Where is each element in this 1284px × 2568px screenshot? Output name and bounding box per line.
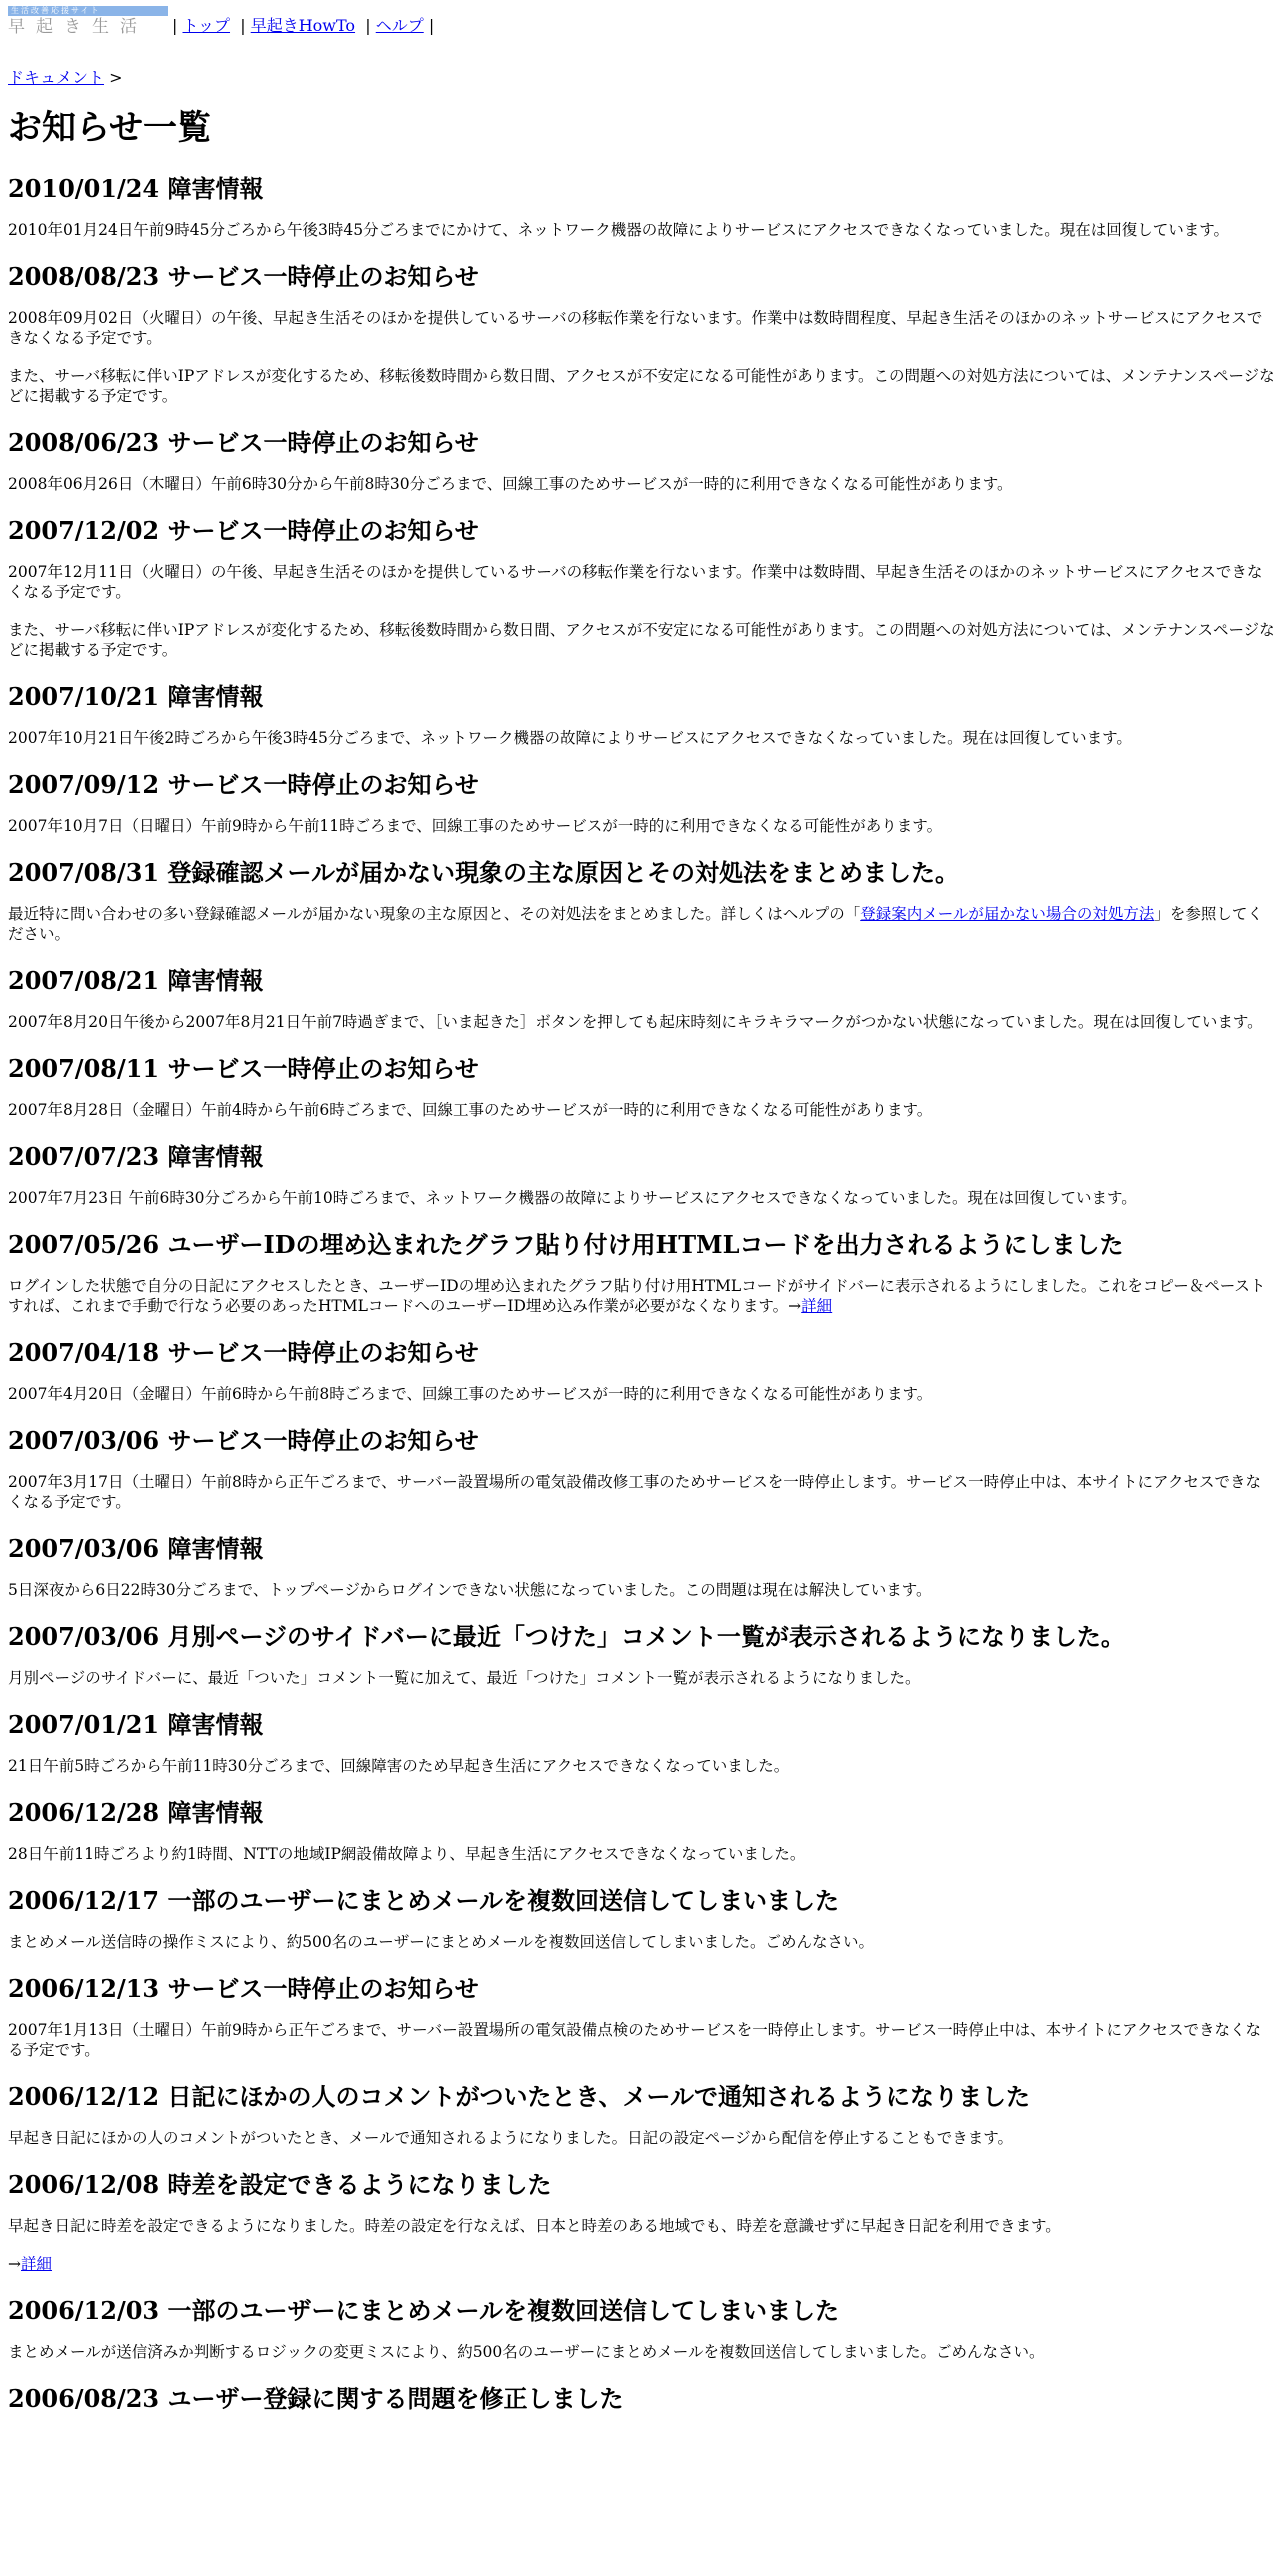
announcement-item [8,262,1276,406]
announcement-item [8,1886,1276,1952]
announcement-title: 2007/12/02 サービス一時停止のお知らせ [8,516,479,545]
announcement-title: 2007/08/21 障害情報 [8,966,264,995]
announcement-text: また、サーバ移転に伴いIPアドレスが変化するため、移転後数時間から数日間、アクセスが不安定になる可能性があります。この問題への対処方法については、メンテナンスページなどに掲載する予定です。 [8,621,1275,659]
announcement-item [8,682,1276,748]
announcement-body [8,1844,1276,1864]
announcement-text: 2007年8月28日（金曜日）午前4時から午前6時ごろまで、回線工事のためサービスが一時的に利用できなくなる可能性があります。 [8,1101,933,1119]
breadcrumb-documents-link[interactable]: ドキュメント [8,68,105,87]
global-nav: | トップ | 早起きHowTo | ヘルプ | [172,16,435,35]
announcement-item [8,1710,1276,1776]
announcement-title: 2007/03/06 障害情報 [8,1534,264,1563]
announcement-title: 2006/12/12 日記にほかの人のコメントがついたとき、メールで通知されるようになりました [8,2082,1031,2111]
announcement-title: 2007/07/23 障害情報 [8,1142,264,1171]
announcement-link[interactable]: 詳細 [801,1297,833,1315]
announcement-title: 2007/08/31 登録確認メールが届かない現象の主な原因とその対処法をまとめました。 [8,858,959,887]
announcement-body [8,1932,1276,1952]
announcement-body [8,728,1276,748]
page-title: お知らせ一覧 [8,108,211,148]
site-name: 早起き生活 [8,17,148,37]
announcement-body [8,2128,1276,2148]
announcement-text: 2007年12月11日（火曜日）の午後、早起き生活そのほかを提供しているサーバの移転作業を行ないます。作業中は数時間、早起き生活そのほかのネットサービスにアクセスできなくなる予定です。 [8,563,1263,601]
announcement-title: 2008/08/23 サービス一時停止のお知らせ [8,262,479,291]
announcement-link[interactable]: 詳細 [21,2255,53,2273]
announcement-text: 2007年1月13日（土曜日）午前9時から正午ごろまで、サーバー設置場所の電気設備点検のためサービスを一時停止します。サービス一時停止中は、本サイトにアクセスできなくなる予定です。 [8,2021,1262,2059]
announcement-title: 2007/03/06 月別ページのサイドバーに最近「つけた」コメント一覧が表示されるようになりました。 [8,1622,1125,1651]
announcement-item [8,516,1276,660]
header [8,4,1276,40]
announcement-text: 2007年8月20日午後から2007年8月21日午前7時過ぎまで、［いま起きた］ボタンを押しても起床時刻にキラキラマークがつかない状態になっていました。現在は回復しています。 [8,1013,1263,1031]
breadcrumb [8,68,1276,88]
announcement-body [8,1472,1276,1512]
breadcrumb-separator: > [109,68,123,87]
announcement-text: 2007年10月21日午後2時ごろから午後3時45分ごろまで、ネットワーク機器の故障によりサービスにアクセスできなくなっていました。現在は回復しています。 [8,729,1132,747]
site-logo[interactable] [8,6,168,40]
announcement-body [8,904,1276,944]
nav-help-link[interactable]: ヘルプ [375,16,424,35]
announcement-body [8,562,1276,602]
announcement-item [8,1974,1276,2060]
announcement-text: 2007年3月17日（土曜日）午前8時から正午ごろまで、サーバー設置場所の電気設備改修工事のためサービスを一時停止します。サービス一時停止中は、本サイトにアクセスできなくなる予定です。 [8,1473,1262,1511]
nav-howto-link[interactable]: 早起きHowTo [250,16,356,35]
announcement-item [8,2384,1276,2414]
announcement-text: ログインした状態で自分の日記にアクセスしたとき、ユーザーIDの埋め込まれたグラフ貼り付け用HTMLコードがサイドバーに表示されるようにしました。これをコピー＆ペーストすれば、これまで手動で行なう必要のあったHTMLコードへのユーザーID埋め込み作業が必要がなくなります。→ [8,1277,1266,1315]
announcement-body [8,2342,1276,2362]
announcement-item [8,1622,1276,1688]
announcement-body [8,1384,1276,1404]
announcement-body [8,1012,1276,1032]
announcement-body [8,1276,1276,1316]
announcement-title: 2006/12/03 一部のユーザーにまとめメールを複数回送信してしまいました [8,2296,839,2325]
announcement-body [8,220,1276,240]
announcement-body [8,1756,1276,1776]
announcement-text: まとめメール送信時の操作ミスにより、約500名のユーザーにまとめメールを複数回送信してしまいました。ごめんなさい。 [8,1933,874,1951]
announcement-item [8,2170,1276,2274]
announcement-text: 早起き日記に時差を設定できるようになりました。時差の設定を行なえば、日本と時差のある地域でも、時差を意識せずに早起き日記を利用できます。 [8,2217,1061,2235]
announcement-title: 2007/03/06 サービス一時停止のお知らせ [8,1426,479,1455]
announcement-item [8,770,1276,836]
announcement-title: 2006/12/17 一部のユーザーにまとめメールを複数回送信してしまいました [8,1886,839,1915]
announcement-title: 2006/12/08 時差を設定できるようになりました [8,2170,552,2199]
announcement-title: 2010/01/24 障害情報 [8,174,264,203]
announcement-body [8,1668,1276,1688]
announcement-body [8,474,1276,494]
announcement-item [8,1054,1276,1120]
site-tagline: 生活改善応援サイト [8,6,168,16]
announcement-body [8,2020,1276,2060]
announcement-text: 2007年10月7日（日曜日）午前9時から午前11時ごろまで、回線工事のためサービスが一時的に利用できなくなる可能性があります。 [8,817,943,835]
announcement-text: 月別ページのサイドバーに、最近「ついた」コメント一覧に加えて、最近「つけた」コメント一覧が表示されるようになりました。 [8,1669,921,1687]
announcement-body [8,1100,1276,1120]
announcement-title: 2007/05/26 ユーザーIDの埋め込まれたグラフ貼り付け用HTMLコードを出力されるようにしました [8,1230,1124,1259]
announcement-body [8,2216,1276,2236]
announcement-title: 2006/12/28 障害情報 [8,1798,264,1827]
announcement-title: 2006/12/13 サービス一時停止のお知らせ [8,1974,479,2003]
announcement-text: 2007年4月20日（金曜日）午前6時から午前8時ごろまで、回線工事のためサービスが一時的に利用できなくなる可能性があります。 [8,1385,933,1403]
announcement-text: 21日午前5時ごろから午前11時30分ごろまで、回線障害のため早起き生活にアクセスできなくなっていました。 [8,1757,790,1775]
announcement-list [8,174,1276,2414]
announcement-item [8,1142,1276,1208]
announcement-text-after: 」を参照してください。 [8,905,1263,943]
nav-top-link[interactable]: トップ [182,16,231,35]
announcement-title: 2008/06/23 サービス一時停止のお知らせ [8,428,479,457]
announcement-text: 2010年01月24日午前9時45分ごろから午後3時45分ごろまでにかけて、ネットワーク機器の故障によりサービスにアクセスできなくなっていました。現在は回復しています。 [8,221,1230,239]
announcement-body [8,2254,1276,2274]
announcement-title: 2007/10/21 障害情報 [8,682,264,711]
announcement-item [8,2296,1276,2362]
announcement-text: 28日午前11時ごろより約1時間、NTTの地域IP網設備故障より、早起き生活にアクセスできなくなっていました。 [8,1845,806,1863]
announcement-text: 2008年06月26日（木曜日）午前6時30分から午前8時30分ごろまで、回線工事のためサービスが一時的に利用できなくなる可能性があります。 [8,475,1013,493]
announcement-text: 2008年09月02日（火曜日）の午後、早起き生活そのほかを提供しているサーバの移転作業を行ないます。作業中は数時間程度、早起き生活そのほかのネットサービスにアクセスできなくなる予定です。 [8,309,1263,347]
announcement-text: まとめメールが送信済みか判断するロジックの変更ミスにより、約500名のユーザーにまとめメールを複数回送信してしまいました。ごめんなさい。 [8,2343,1045,2361]
announcement-item [8,2082,1276,2148]
announcement-title: 2007/04/18 サービス一時停止のお知らせ [8,1338,479,1367]
announcement-text: また、サーバ移転に伴いIPアドレスが変化するため、移転後数時間から数日間、アクセスが不安定になる可能性があります。この問題への対処方法については、メンテナンスページなどに掲載する予定です。 [8,367,1275,405]
announcement-body [8,816,1276,836]
announcement-body [8,620,1276,660]
announcement-text: 5日深夜から6日22時30分ごろまで、トップページからログインできない状態になっていました。この問題は現在は解決しています。 [8,1581,932,1599]
announcement-title: 2006/08/23 ユーザー登録に関する問題を修正しました [8,2384,624,2413]
announcement-item [8,1426,1276,1512]
announcement-title: 2007/08/11 サービス一時停止のお知らせ [8,1054,479,1083]
announcement-body [8,366,1276,406]
announcement-title: 2007/09/12 サービス一時停止のお知らせ [8,770,479,799]
announcement-item [8,174,1276,240]
announcement-item [8,1798,1276,1864]
announcement-item [8,966,1276,1032]
announcement-item [8,1338,1276,1404]
announcement-item [8,428,1276,494]
announcement-body [8,308,1276,348]
announcement-link[interactable]: 登録案内メールが届かない場合の対処方法 [860,905,1155,923]
announcement-body [8,1580,1276,1600]
announcement-text: 早起き日記にほかの人のコメントがついたとき、メールで通知されるようになりました。日記の設定ページから配信を停止することもできます。 [8,2129,1014,2147]
announcement-item [8,1534,1276,1600]
announcement-item [8,1230,1276,1316]
announcement-body [8,1188,1276,1208]
announcement-text: → [8,2255,21,2273]
announcement-text: 2007年7月23日 午前6時30分ごろから午前10時ごろまで、ネットワーク機器の故障によりサービスにアクセスできなくなっていました。現在は回復しています。 [8,1189,1137,1207]
announcement-title: 2007/01/21 障害情報 [8,1710,264,1739]
announcement-text: 最近特に問い合わせの多い登録確認メールが届かない現象の主な原因と、その対処法をまとめました。詳しくはヘルプの「 [8,905,861,923]
announcement-item [8,858,1276,944]
